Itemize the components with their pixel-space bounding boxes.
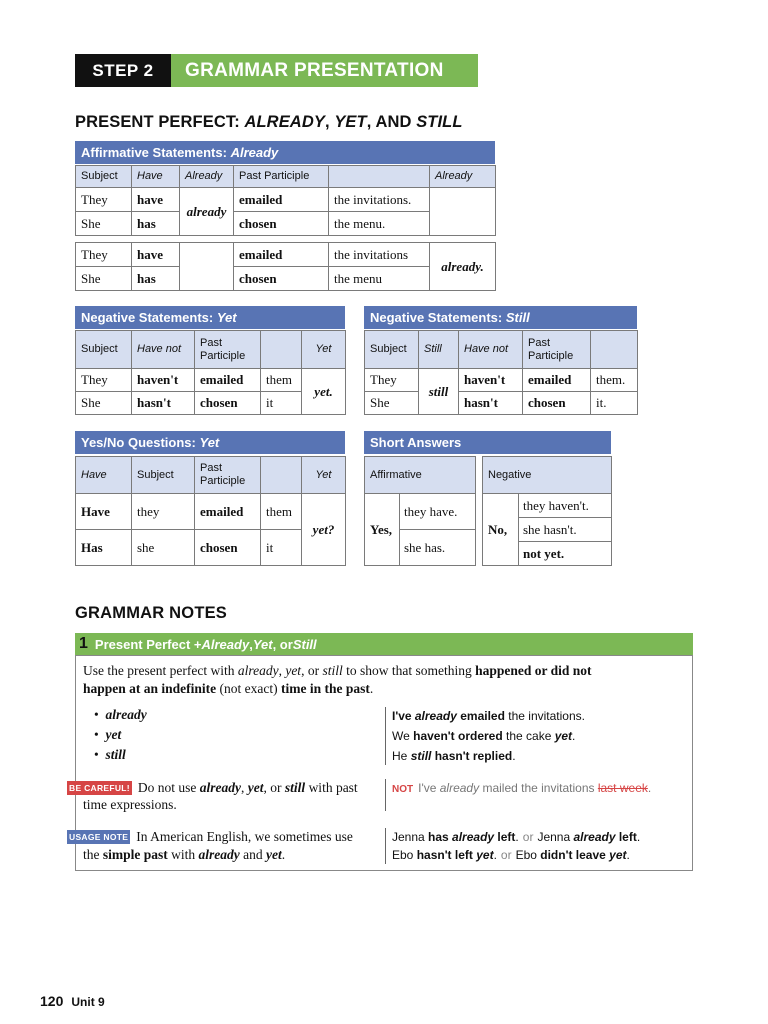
have-cell: Have <box>76 494 132 530</box>
text: . <box>512 749 516 763</box>
object-cell: it <box>261 530 302 566</box>
object-cell: them. <box>591 369 638 392</box>
text: . <box>626 848 630 862</box>
note-header <box>75 633 693 655</box>
table-row <box>365 392 638 415</box>
bullet-text: still <box>105 747 126 762</box>
text: yet <box>476 848 494 862</box>
text: Do not use <box>137 780 200 795</box>
text: Jenna <box>392 830 429 844</box>
subject-cell: She <box>76 212 132 236</box>
text: the <box>83 847 103 862</box>
divider <box>385 828 386 864</box>
answer-text: she hasn't. <box>523 521 577 537</box>
text: . <box>636 830 641 844</box>
text: has <box>428 830 453 844</box>
affirmative-table-1 <box>75 165 496 236</box>
have-cell: have <box>132 188 180 212</box>
col-header: Have not <box>459 331 523 369</box>
text: already <box>573 830 616 844</box>
text: the invitations. <box>504 709 585 723</box>
col-header: Still <box>419 331 459 369</box>
yes-no-table-header <box>75 431 345 454</box>
table-row <box>76 243 496 267</box>
usage-note-tag: USAGE NOTE <box>69 832 129 842</box>
title-part: PRESENT PERFECT: <box>75 113 245 131</box>
be-careful-note <box>67 780 358 796</box>
table-row <box>365 369 638 392</box>
not-tag: NOT <box>392 784 414 795</box>
strikethrough-text: last week <box>597 781 648 795</box>
participle-cell: emailed <box>195 494 261 530</box>
title-part: , <box>324 113 335 131</box>
example-sentence <box>392 709 585 723</box>
negative-yet-table-header <box>75 306 345 329</box>
table-title: Negative Statements: <box>81 310 214 325</box>
col-header: Negative <box>483 457 612 494</box>
text: . <box>515 830 519 844</box>
unit-label: Unit 9 <box>71 995 105 1009</box>
col-header: Have <box>76 457 132 494</box>
have-cell: Has <box>76 530 132 566</box>
have-cell: have <box>132 243 180 267</box>
grammar-notes-title: GRAMMAR NOTES <box>75 604 228 622</box>
table-row <box>76 188 496 212</box>
participle-cell: chosen <box>195 530 261 566</box>
subject-cell: They <box>76 243 132 267</box>
text: , <box>241 780 248 795</box>
answer-cell <box>400 494 476 530</box>
answer-text: not yet. <box>523 545 565 561</box>
col-header: Past Participle <box>523 331 591 369</box>
answer-cell <box>519 518 612 542</box>
participle-cell: chosen <box>234 267 329 291</box>
bullet-text: already <box>105 707 147 722</box>
text: yet <box>266 847 282 862</box>
col-header: Past Participle <box>234 166 329 188</box>
text: I've <box>392 709 415 723</box>
usage-example <box>392 830 640 844</box>
participle-cell: emailed <box>234 243 329 267</box>
subject-cell: She <box>365 392 419 415</box>
participle-cell: chosen <box>234 212 329 236</box>
answer-text: she has. <box>404 539 446 555</box>
have-cell: has <box>132 212 180 236</box>
section-title: GRAMMAR PRESENTATION <box>171 54 478 87</box>
col-header: Have not <box>132 331 195 369</box>
text: In American English, we sometimes use <box>136 829 353 844</box>
page-footer <box>40 993 105 1009</box>
page-number: 120 <box>40 993 64 1009</box>
text: with <box>167 847 199 862</box>
col-header: Subject <box>76 331 132 369</box>
have-cell: has <box>132 267 180 291</box>
text: . <box>369 681 374 696</box>
bullet-item: • already <box>94 707 147 722</box>
table-title: Yes/No Questions: <box>81 435 196 450</box>
example-sentence <box>392 749 516 763</box>
still-cell: still <box>419 369 459 415</box>
have-not-cell: haven't <box>132 369 195 392</box>
negative-still-table <box>364 330 638 415</box>
yes-no-table <box>75 456 346 566</box>
object-cell: it. <box>591 392 638 415</box>
title-word-already: ALREADY <box>244 113 325 131</box>
subject-cell: They <box>76 188 132 212</box>
object-cell: the invitations <box>329 243 430 267</box>
or-word: or <box>500 848 512 862</box>
text: haven't ordered <box>413 729 503 743</box>
col-header <box>261 457 302 494</box>
answer-text: they haven't. <box>523 497 589 513</box>
col-header: Already <box>430 166 496 188</box>
text: already <box>439 781 480 795</box>
table-title-keyword: Yet <box>216 310 237 325</box>
already-cell: already <box>180 188 234 236</box>
object-cell: the menu <box>329 267 430 291</box>
text: , or <box>301 663 323 678</box>
col-header <box>591 331 638 369</box>
incorrect-example <box>392 781 651 795</box>
participle-cell: emailed <box>234 188 329 212</box>
col-header <box>261 331 302 369</box>
table-row <box>483 494 612 518</box>
have-not-cell: haven't <box>459 369 523 392</box>
table-title: Short Answers <box>370 435 462 450</box>
yet-cell: yet. <box>302 369 346 415</box>
text: Jenna <box>537 830 574 844</box>
note-title-part: , <box>249 636 253 652</box>
no-cell: No, <box>483 494 519 566</box>
note-intro-line-2 <box>83 681 373 697</box>
text: didn't leave <box>540 848 610 862</box>
text: already <box>237 663 279 678</box>
answer-cell <box>519 494 612 518</box>
title-word-yet: YET <box>334 113 367 131</box>
yet-cell: yet? <box>302 494 346 566</box>
col-header: Affirmative <box>365 457 476 494</box>
text: yet <box>247 780 264 795</box>
participle-cell: emailed <box>523 369 591 392</box>
title-part: , AND <box>366 113 417 131</box>
participle-cell: chosen <box>195 392 261 415</box>
table-title-keyword: Still <box>505 310 530 325</box>
object-cell: them <box>261 369 302 392</box>
text: Ebo <box>392 848 417 862</box>
text: the cake <box>502 729 555 743</box>
text: already <box>198 847 240 862</box>
note-title-part: Already <box>201 636 250 652</box>
text: still <box>322 663 343 678</box>
answer-text: they have. <box>404 503 458 519</box>
subject-cell: they <box>132 494 195 530</box>
note-title-part: Yet <box>252 636 273 652</box>
text: left <box>615 830 637 844</box>
bullet-text: yet <box>105 727 122 742</box>
bullet-item: • yet <box>94 727 122 742</box>
subject-cell: she <box>132 530 195 566</box>
negative-yet-table <box>75 330 346 415</box>
text: yet <box>285 663 302 678</box>
text: (not exact) <box>216 681 281 696</box>
step-banner <box>75 54 478 87</box>
text: . <box>493 848 497 862</box>
affirmative-table-2 <box>75 242 496 291</box>
text: happened or did not <box>475 663 592 678</box>
text: , or <box>263 780 285 795</box>
note-title-part: , or <box>272 636 293 652</box>
text: He <box>392 749 411 763</box>
object-cell: them <box>261 494 302 530</box>
col-header: Subject <box>365 331 419 369</box>
col-header: Already <box>180 166 234 188</box>
col-header: Have <box>132 166 180 188</box>
step-label: STEP 2 <box>75 54 171 87</box>
table-title-keyword: Already <box>230 145 279 160</box>
text: . <box>572 729 576 743</box>
text: simple past <box>102 847 168 862</box>
col-header: Past Participle <box>195 331 261 369</box>
text: hasn't left <box>416 848 477 862</box>
text: left <box>494 830 516 844</box>
note-title-part: Still <box>292 636 317 652</box>
table-title: Affirmative Statements: <box>81 145 227 160</box>
text: to show that something <box>342 663 476 678</box>
short-answers-table-header <box>364 431 611 454</box>
text: I've <box>418 781 440 795</box>
answer-cell <box>400 530 476 566</box>
text: Use the present perfect with <box>83 663 238 678</box>
text: already <box>199 780 242 795</box>
text: with past <box>305 780 358 795</box>
table-row <box>76 494 346 530</box>
table-row <box>76 369 346 392</box>
note-title-part: Present Perfect + <box>94 636 202 652</box>
text: mailed the invitations <box>479 781 598 795</box>
table-title-keyword: Yet <box>199 435 220 450</box>
affirmative-table-header <box>75 141 495 164</box>
object-cell: the invitations. <box>329 188 430 212</box>
or-word: or <box>522 830 534 844</box>
negative-still-table-header <box>364 306 637 329</box>
col-header: Subject <box>132 457 195 494</box>
text: . <box>647 781 652 795</box>
short-answers-affirmative-table <box>364 456 476 566</box>
text: still <box>410 749 432 763</box>
divider <box>385 707 386 765</box>
title-word-still: STILL <box>416 113 463 131</box>
empty-cell <box>430 188 496 236</box>
text: and <box>239 847 267 862</box>
be-careful-tag: BE CAREFUL! <box>69 783 130 793</box>
col-header: Yet <box>302 457 346 494</box>
text: already <box>414 709 457 723</box>
note-number: 1 <box>79 635 88 652</box>
text: yet <box>554 729 573 743</box>
subject-cell: They <box>76 369 132 392</box>
participle-cell: emailed <box>195 369 261 392</box>
have-not-cell: hasn't <box>132 392 195 415</box>
col-header: Subject <box>76 166 132 188</box>
participle-cell: chosen <box>523 392 591 415</box>
example-sentence <box>392 729 575 743</box>
text: already <box>452 830 495 844</box>
text: time expressions. <box>83 797 177 812</box>
subject-cell: They <box>365 369 419 392</box>
usage-note-line-2 <box>83 847 285 863</box>
text: happen at an indefinite <box>83 681 217 696</box>
text: emailed <box>456 709 505 723</box>
text: . <box>281 847 286 862</box>
bullet-item: • still <box>94 747 126 762</box>
subject-cell: She <box>76 267 132 291</box>
text: yet <box>609 848 627 862</box>
already-cell: already. <box>430 243 496 291</box>
be-careful-note-line-2 <box>83 797 177 813</box>
page-title <box>75 113 463 132</box>
text: Ebo <box>515 848 541 862</box>
text: still <box>284 780 306 795</box>
text: , <box>278 663 286 678</box>
subject-cell: She <box>76 392 132 415</box>
usage-note <box>67 829 353 845</box>
text: We <box>392 729 414 743</box>
usage-example <box>392 848 630 862</box>
yes-cell: Yes, <box>365 494 400 566</box>
object-cell: the menu. <box>329 212 430 236</box>
answer-cell <box>519 542 612 566</box>
short-answers-negative-table <box>482 456 612 566</box>
col-header <box>329 166 430 188</box>
object-cell: it <box>261 392 302 415</box>
col-header: Yet <box>302 331 346 369</box>
text: hasn't replied <box>431 749 513 763</box>
text: time in the past <box>281 681 370 696</box>
have-not-cell: hasn't <box>459 392 523 415</box>
note-intro-line-1 <box>83 663 592 679</box>
table-row <box>365 494 476 530</box>
empty-cell <box>180 243 234 291</box>
col-header: Past Participle <box>195 457 261 494</box>
divider <box>385 779 386 811</box>
table-title: Negative Statements: <box>370 310 503 325</box>
